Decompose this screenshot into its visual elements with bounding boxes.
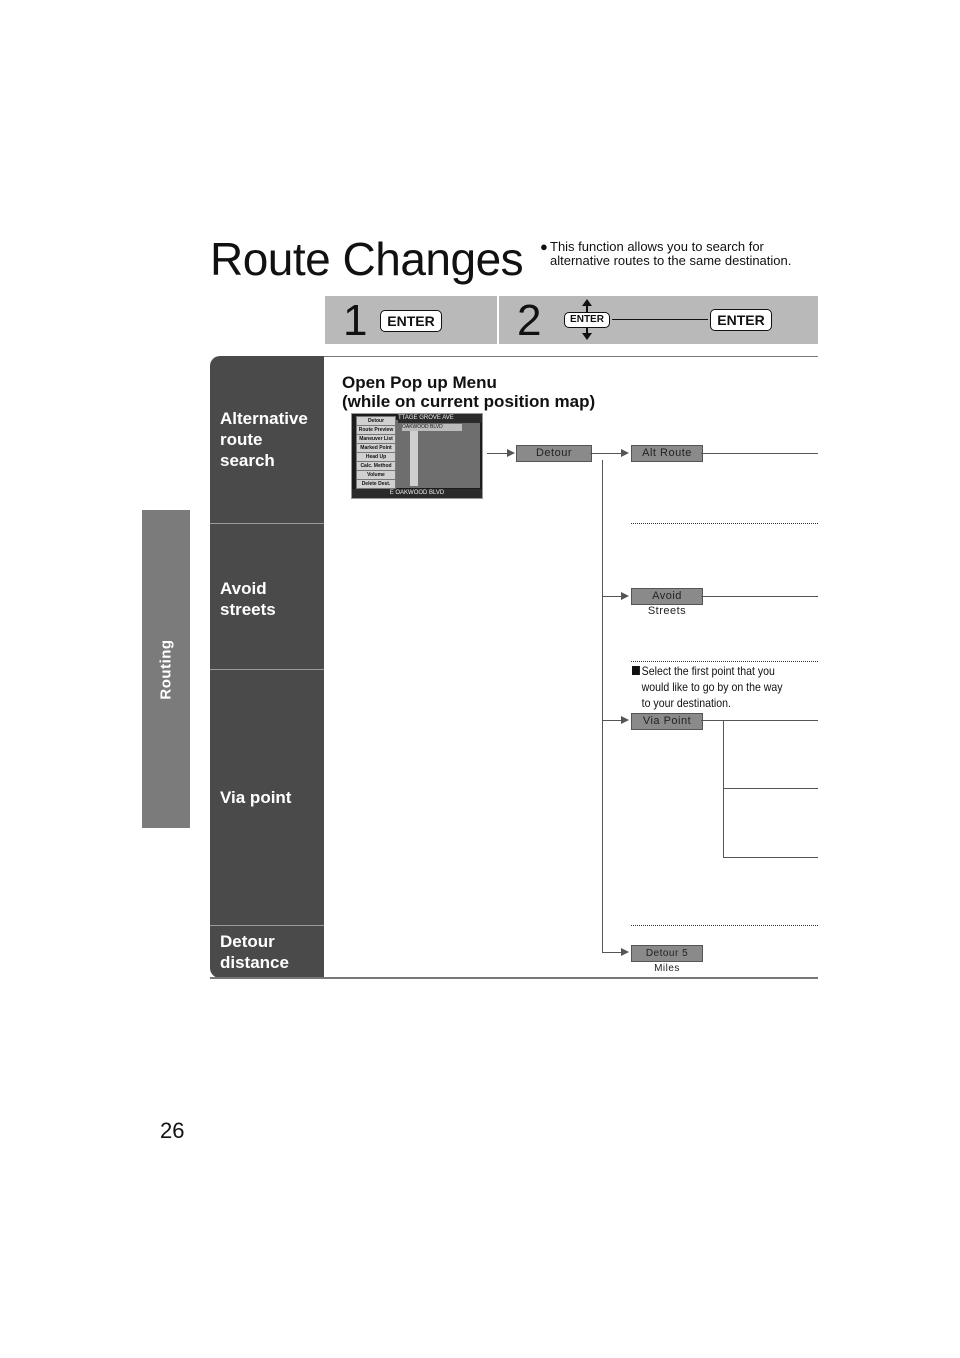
step-1-enter-key: ENTER bbox=[380, 310, 442, 332]
flow-line bbox=[723, 857, 818, 858]
flow-line bbox=[701, 596, 818, 597]
step-2-number: 2 bbox=[517, 296, 542, 345]
table-top-rule bbox=[324, 356, 818, 357]
note-bullet: ● bbox=[540, 239, 548, 254]
step-2-small-enter-key: ENTER bbox=[564, 312, 610, 328]
flow-line bbox=[701, 720, 818, 721]
nav-screen-thumbnail bbox=[351, 413, 483, 499]
screen-menu-item: Volume bbox=[356, 470, 396, 480]
note-text: This function allows you to search for alternative routes to the same destination. bbox=[550, 239, 792, 268]
flow-line bbox=[590, 453, 622, 454]
flow-trunk bbox=[602, 460, 603, 952]
flow-arrow-icon bbox=[621, 592, 629, 600]
screen-menu-item: Detour bbox=[356, 416, 396, 426]
section-tab-label: Routing bbox=[157, 638, 175, 700]
flow-line bbox=[602, 720, 622, 721]
map-road bbox=[410, 426, 418, 486]
step-1-number: 1 bbox=[343, 296, 368, 345]
flow-line bbox=[602, 596, 622, 597]
down-arrow-icon bbox=[582, 333, 592, 340]
row-label-alternative-route-search: Alternative route search bbox=[220, 409, 308, 470]
detour-miles-button: Detour 5 Miles bbox=[631, 945, 703, 962]
dotted-rule bbox=[631, 661, 818, 662]
step-2-enter-key: ENTER bbox=[710, 309, 772, 331]
detour-button: Detour bbox=[516, 445, 592, 462]
row-label-via-point: Via point bbox=[220, 788, 292, 807]
screen-menu-item: Delete Dest. bbox=[356, 479, 396, 489]
flow-arrow-icon bbox=[507, 449, 515, 457]
step-2-connector bbox=[612, 319, 708, 320]
avoid-streets-button: Avoid Streets bbox=[631, 588, 703, 605]
dotted-rule bbox=[631, 925, 818, 926]
flow-arrow-icon bbox=[621, 716, 629, 724]
table-bottom-rule bbox=[210, 977, 818, 979]
row-label-detour-distance: Detour distance bbox=[220, 932, 289, 972]
page-number: 26 bbox=[160, 1118, 185, 1143]
screen-menu-item: Marked Point bbox=[356, 443, 396, 453]
flow-line bbox=[602, 952, 622, 953]
row-separator bbox=[210, 925, 324, 926]
via-point-hint bbox=[632, 663, 790, 711]
flow-line bbox=[487, 453, 509, 454]
popup-menu-instruction: Open Pop up Menu (while on current position map) bbox=[342, 373, 596, 411]
row-separator bbox=[210, 669, 324, 670]
page-title: Route Changes bbox=[210, 233, 524, 285]
screen-menu-item: Head Up bbox=[356, 452, 396, 462]
row-label-avoid-streets: Avoid streets bbox=[220, 579, 276, 619]
up-arrow-icon bbox=[582, 299, 592, 306]
screen-street-footer: E OAKWOOD BLVD bbox=[352, 489, 482, 498]
steps-divider bbox=[497, 296, 499, 344]
via-point-button: Via Point bbox=[631, 713, 703, 730]
screen-street-header: TTAGE GROVE AVE bbox=[398, 414, 482, 423]
flow-line bbox=[723, 788, 818, 789]
screen-menu-item: Maneuver List bbox=[356, 434, 396, 444]
hint-text: Select the first point that you would like to go by on the way to your destination. bbox=[641, 664, 783, 710]
screen-menu-item: Calc. Method bbox=[356, 461, 396, 471]
function-note bbox=[540, 240, 800, 268]
row-separator bbox=[210, 523, 324, 524]
flow-arrow-icon bbox=[621, 449, 629, 457]
screen-menu-item: Route Preview bbox=[356, 425, 396, 435]
dotted-rule bbox=[631, 523, 818, 524]
hint-marker bbox=[632, 666, 640, 675]
flow-arrow-icon bbox=[621, 948, 629, 956]
alt-route-button: Alt Route bbox=[631, 445, 703, 462]
screen-street-sub: OAKWOOD BLVD bbox=[402, 424, 462, 431]
flow-line bbox=[701, 453, 818, 454]
